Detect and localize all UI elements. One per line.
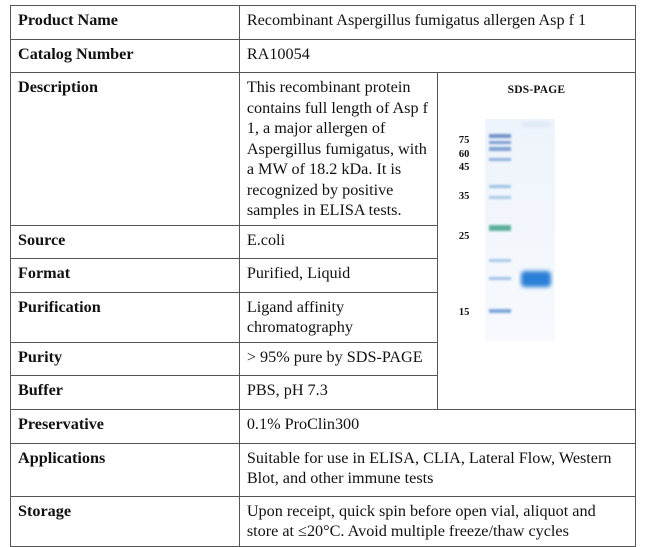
preservative-label: Preservative (11, 409, 240, 443)
buffer-value: PBS, pH 7.3 (239, 375, 437, 409)
marker-label-75: 75 (458, 134, 470, 146)
sds-page-image-cell (437, 73, 635, 410)
gel-lanes (445, 101, 613, 391)
purity-label: Purity (11, 342, 240, 375)
row-preservative (11, 409, 636, 443)
source-value: E.coli (239, 225, 437, 258)
sample-top-smear (522, 123, 550, 126)
ladder-band-30 (489, 196, 511, 199)
datasheet-table (10, 5, 636, 547)
ladder-band-18 (489, 277, 511, 280)
marker-label-60: 60 (458, 148, 470, 160)
preservative-value: 0.1% ProClin300 (239, 409, 635, 443)
ladder-band-extra (489, 141, 511, 144)
catalog-number-value: RA10054 (239, 40, 635, 73)
description-value: This recombinant protein contains full length of Asp f 1, a major allergen of Aspergillus fumigatus, with a MW of 18.2 kDa. It is recognized by positive samples in ELISA tests. (239, 73, 437, 226)
row-product-name (11, 6, 636, 40)
gel-title: SDS-PAGE (507, 84, 566, 96)
format-value: Purified, Liquid (239, 258, 437, 292)
sample-band-main (521, 271, 551, 287)
sample-lane (517, 119, 555, 341)
source-label: Source (11, 225, 240, 258)
ladder-band-45 (489, 158, 511, 161)
product-datasheet (10, 5, 636, 540)
ladder-band-15 (489, 309, 511, 313)
marker-label-35: 35 (458, 190, 470, 202)
row-applications (11, 443, 636, 496)
purification-label: Purification (11, 292, 240, 342)
purity-value: > 95% pure by SDS-PAGE (239, 342, 437, 375)
buffer-label: Buffer (11, 375, 240, 409)
ladder-band-25 (489, 225, 511, 231)
purification-value: Ligand affinity chromatography (239, 292, 437, 342)
marker-label-45: 45 (458, 161, 470, 173)
catalog-number-label: Catalog Number (11, 40, 240, 73)
applications-value: Suitable for use in ELISA, CLIA, Lateral Flow, Western Blot, and other immune tests (239, 443, 635, 496)
applications-label: Applications (11, 443, 240, 496)
sds-page-gel (445, 101, 628, 391)
marker-label-15: 15 (458, 306, 470, 318)
marker-label-25: 25 (458, 230, 470, 242)
product-name-label: Product Name (11, 6, 240, 40)
row-catalog-number (11, 40, 636, 73)
row-storage (11, 496, 636, 546)
ladder-band-75 (489, 134, 511, 138)
ladder-band-20 (489, 259, 511, 262)
format-label: Format (11, 258, 240, 292)
ladder-band-35 (489, 185, 511, 188)
row-description (11, 73, 636, 226)
product-name-value: Recombinant Aspergillus fumigatus allergen Asp f 1 (239, 6, 635, 40)
description-label: Description (11, 73, 240, 226)
storage-value: Upon receipt, quick spin before open vial, aliquot and store at ≤20°C. Avoid multiple freeze/thaw cycles (239, 496, 635, 546)
ladder-band-60 (489, 147, 511, 151)
storage-label: Storage (11, 496, 240, 546)
